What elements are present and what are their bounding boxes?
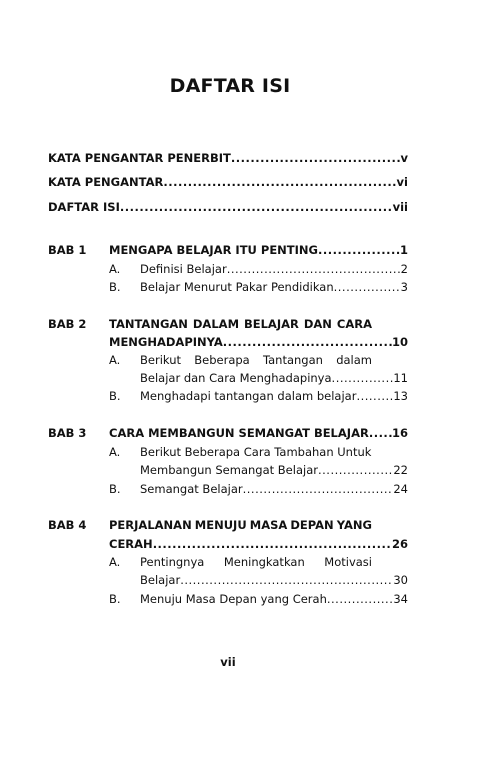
section-title: Belajar dan Cara Menghadapinya xyxy=(140,371,332,385)
section-page: 30 xyxy=(393,573,408,587)
section-title-line[interactable] xyxy=(140,353,372,367)
chapter-number: BAB 4 xyxy=(48,518,87,532)
section-letter: B. xyxy=(109,482,121,496)
chapter-title-word: DEPAN xyxy=(290,518,334,532)
section-title: Semangat Belajar xyxy=(140,482,243,496)
section-title-word: Tantangan xyxy=(263,353,323,367)
section-letter: B. xyxy=(109,389,121,403)
chapter-page: 16 xyxy=(391,426,408,440)
page-title: DAFTAR ISI xyxy=(169,75,291,97)
chapter-title-line[interactable] xyxy=(109,518,372,532)
section-title-line[interactable]: Berikut Beberapa Cara Tambahan Untuk xyxy=(140,445,372,459)
page-number: vii xyxy=(220,655,236,669)
chapter-number: BAB 1 xyxy=(48,243,87,257)
toc-entry-label: KATA PENGANTAR PENERBIT xyxy=(48,151,231,165)
section-page: 22 xyxy=(393,463,408,477)
toc-section-3b[interactable] xyxy=(140,482,408,496)
toc-section-2b[interactable] xyxy=(140,389,408,403)
chapter-number: BAB 2 xyxy=(48,317,87,331)
section-title: Belajar Menurut Pakar Pendidikan xyxy=(140,280,334,294)
section-page: 34 xyxy=(393,592,408,606)
leader-dots xyxy=(327,592,393,606)
toc-section-2a[interactable] xyxy=(140,371,408,385)
leader-dots xyxy=(227,262,401,276)
toc-chapter-4[interactable] xyxy=(109,537,408,551)
leader-dots xyxy=(332,371,394,385)
section-letter: A. xyxy=(109,555,121,569)
chapter-page: 26 xyxy=(391,537,408,551)
leader-dots xyxy=(120,200,393,214)
chapter-title-line[interactable] xyxy=(109,317,372,331)
chapter-title-word: CARA xyxy=(336,317,372,331)
section-title-word: Pentingnya xyxy=(140,555,205,569)
section-letter: B. xyxy=(109,592,121,606)
chapter-title-word: MENUJU xyxy=(194,518,247,532)
section-page: 24 xyxy=(393,482,408,496)
section-letter: A. xyxy=(109,262,121,276)
toc-section-3a[interactable] xyxy=(140,463,408,477)
leader-dots xyxy=(356,389,393,403)
toc-entry-label: DAFTAR ISI xyxy=(48,200,120,214)
toc-section-1b[interactable] xyxy=(140,280,408,294)
section-title: Belajar xyxy=(140,573,181,587)
section-page: 13 xyxy=(393,389,408,403)
chapter-title-word: MASA xyxy=(249,518,288,532)
chapter-page: 1 xyxy=(399,243,408,257)
section-letter: B. xyxy=(109,280,121,294)
leader-dots xyxy=(318,463,393,477)
section-title-word: dalam xyxy=(336,353,372,367)
chapter-title: MENGAPA BELAJAR ITU PENTING xyxy=(109,243,318,257)
section-title-line[interactable] xyxy=(140,555,372,569)
chapter-title: CERAH xyxy=(109,537,153,551)
toc-chapter-1[interactable] xyxy=(109,243,408,257)
section-title-word: Berikut xyxy=(140,353,181,367)
leader-dots xyxy=(318,243,400,257)
toc-entry-label: KATA PENGANTAR xyxy=(48,175,164,189)
chapter-number: BAB 3 xyxy=(48,426,87,440)
toc-entry-kata-pengantar-penerbit[interactable] xyxy=(48,151,408,165)
chapter-title-word: PERJALANAN xyxy=(109,518,192,532)
section-page: 3 xyxy=(400,280,408,294)
leader-dots xyxy=(369,426,392,440)
toc-entry-page: vii xyxy=(392,200,408,214)
leader-dots xyxy=(180,573,393,587)
toc-entry-kata-pengantar[interactable] xyxy=(48,175,408,189)
toc-chapter-3[interactable] xyxy=(109,426,408,440)
toc-section-1a[interactable] xyxy=(140,262,408,276)
leader-dots xyxy=(153,537,392,551)
chapter-title-word: DALAM xyxy=(192,317,240,331)
section-title: Membangun Semangat Belajar xyxy=(140,463,318,477)
chapter-title-word: DAN xyxy=(303,317,332,331)
toc-entry-page: vi xyxy=(396,175,408,189)
section-title-word: Motivasi xyxy=(324,555,372,569)
toc-chapter-2[interactable] xyxy=(109,335,408,349)
leader-dots xyxy=(223,335,392,349)
chapter-title-word: TANTANGAN xyxy=(109,317,188,331)
toc-section-4a[interactable] xyxy=(140,573,408,587)
toc-entry-daftar-isi[interactable] xyxy=(48,200,408,214)
chapter-title-word: YANG xyxy=(336,518,372,532)
section-title: Definisi Belajar xyxy=(140,262,227,276)
leader-dots xyxy=(163,175,396,189)
chapter-page: 10 xyxy=(391,335,408,349)
leader-dots xyxy=(334,280,401,294)
leader-dots xyxy=(231,151,401,165)
chapter-title: MENGHADAPINYA xyxy=(109,335,223,349)
leader-dots xyxy=(243,482,394,496)
section-page: 2 xyxy=(400,262,408,276)
chapter-title: CARA MEMBANGUN SEMANGAT BELAJAR xyxy=(109,426,369,440)
section-title: Menuju Masa Depan yang Cerah xyxy=(140,592,327,606)
section-letter: A. xyxy=(109,445,121,459)
toc-section-4b[interactable] xyxy=(140,592,408,606)
section-title: Menghadapi tantangan dalam belajar xyxy=(140,389,357,403)
section-title-word: Meningkatkan xyxy=(223,555,305,569)
section-title-word: Beberapa xyxy=(194,353,250,367)
toc-entry-page: v xyxy=(400,151,408,165)
section-letter: A. xyxy=(109,353,121,367)
section-page: 11 xyxy=(393,371,408,385)
chapter-title-word: BELAJAR xyxy=(243,317,299,331)
